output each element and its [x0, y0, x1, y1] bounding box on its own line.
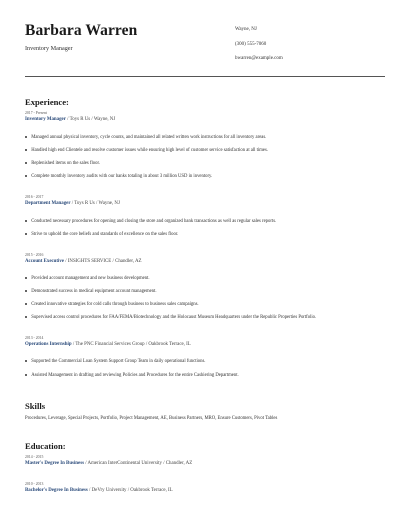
job-title: Account Executive [25, 259, 64, 264]
contact-phone: (300) 555-7060 [235, 41, 267, 47]
list-item: Supervised access control procedures for FAA/FEMA/Biotechnology and the Holocaust Museum Headquarters under the Republic Properties Portfolio. [25, 315, 316, 320]
candidate-name: Barbara Warren [25, 22, 138, 39]
skills-list: Procedures, Leverage, Special Projects, Portfolio, Project Management, AE, Business Partners, MRO, Ensure Customers, Pivot Tables [25, 416, 278, 421]
contact-email[interactable]: bwarren@example.com [235, 56, 283, 61]
education-entry [25, 461, 192, 466]
job-header [25, 117, 115, 122]
job-company: / INSIGHTS SERVICE / Chandler, AZ [63, 259, 142, 264]
list-item: Strive to uphold the core beliefs and standards of excellence on the sales floor. [25, 232, 178, 237]
bullet-icon [25, 149, 27, 151]
candidate-role: Inventory Manager [25, 45, 73, 52]
job-company: / Toys R Us / Wayne, NJ [70, 201, 120, 206]
degree-title: Master's Degree In Business [25, 461, 85, 466]
bullet-icon [25, 316, 27, 318]
job-header [25, 259, 142, 264]
contact-info [235, 27, 283, 71]
education-date: 2010 - 2013 [25, 482, 44, 486]
job-company: / The PNC Financial Services Group / Oakbrook Terrace, IL [71, 342, 191, 347]
job-date: 2013 - 2014 [25, 336, 44, 340]
skills-heading: Skills [25, 401, 46, 411]
list-item: Complete monthly inventory audits with our banks totaling in about 3 million USD in inventory. [25, 174, 212, 179]
bullet-icon [25, 374, 27, 376]
school-name: / American InterContinental University / Chandler, AZ [84, 461, 193, 466]
header-divider [25, 76, 385, 77]
list-item: Conducted necessary procedures for opening and closing the store and organized bank transactions as well as regular sales reports. [25, 219, 276, 224]
list-item: Created innovative strategies for cold calls through business to business sales campaigns. [25, 302, 199, 307]
bullet-icon [25, 277, 27, 279]
education-entry [25, 488, 173, 493]
bullet-icon [25, 136, 27, 138]
bullet-icon [25, 360, 27, 362]
education-heading: Education: [25, 441, 66, 451]
list-item: Handled high end Clientele and resolve customer issues while ensuring high level of customer service satisfaction at all times. [25, 148, 268, 153]
list-item: Assisted Management in drafting and reviewing Policies and Procedures for the entire Cashiering Department. [25, 373, 239, 378]
list-item: Provided account management and new business development. [25, 276, 150, 281]
bullet-icon [25, 303, 27, 305]
job-header [25, 342, 191, 347]
list-item: Managed annual physical inventory, cycle counts, and maintained all related written work instructions for all inventory areas. [25, 135, 266, 140]
job-date: 2016 - 2017 [25, 195, 44, 199]
job-title: Operations Internship [25, 342, 72, 347]
bullet-icon [25, 162, 27, 164]
job-header [25, 201, 120, 206]
bullet-icon [25, 175, 27, 177]
list-item: Replenished items on the sales floor. [25, 161, 100, 166]
job-title: Department Manager [25, 201, 71, 206]
school-name: / DeVry University / Oakbrook Terrace, IL [87, 488, 173, 493]
job-company: / Toys R Us / Wayne, NJ [65, 117, 116, 122]
degree-title: Bachelor's Degree In Business [25, 488, 88, 493]
job-date: 2015 - 2016 [25, 253, 44, 257]
bullet-icon [25, 233, 27, 235]
experience-heading: Experience: [25, 97, 69, 107]
job-title: Inventory Manager [25, 117, 66, 122]
education-date: 2014 - 2015 [25, 455, 44, 459]
contact-location: Wayne, NJ [235, 27, 257, 32]
job-date: 2017 - Present [25, 111, 47, 115]
list-item: Supported the Commercial Loan System Support Group Team in daily operational functions. [25, 359, 205, 364]
bullet-icon [25, 290, 27, 292]
list-item: Demonstrated success in medical equipment account management. [25, 289, 157, 294]
bullet-icon [25, 220, 27, 222]
